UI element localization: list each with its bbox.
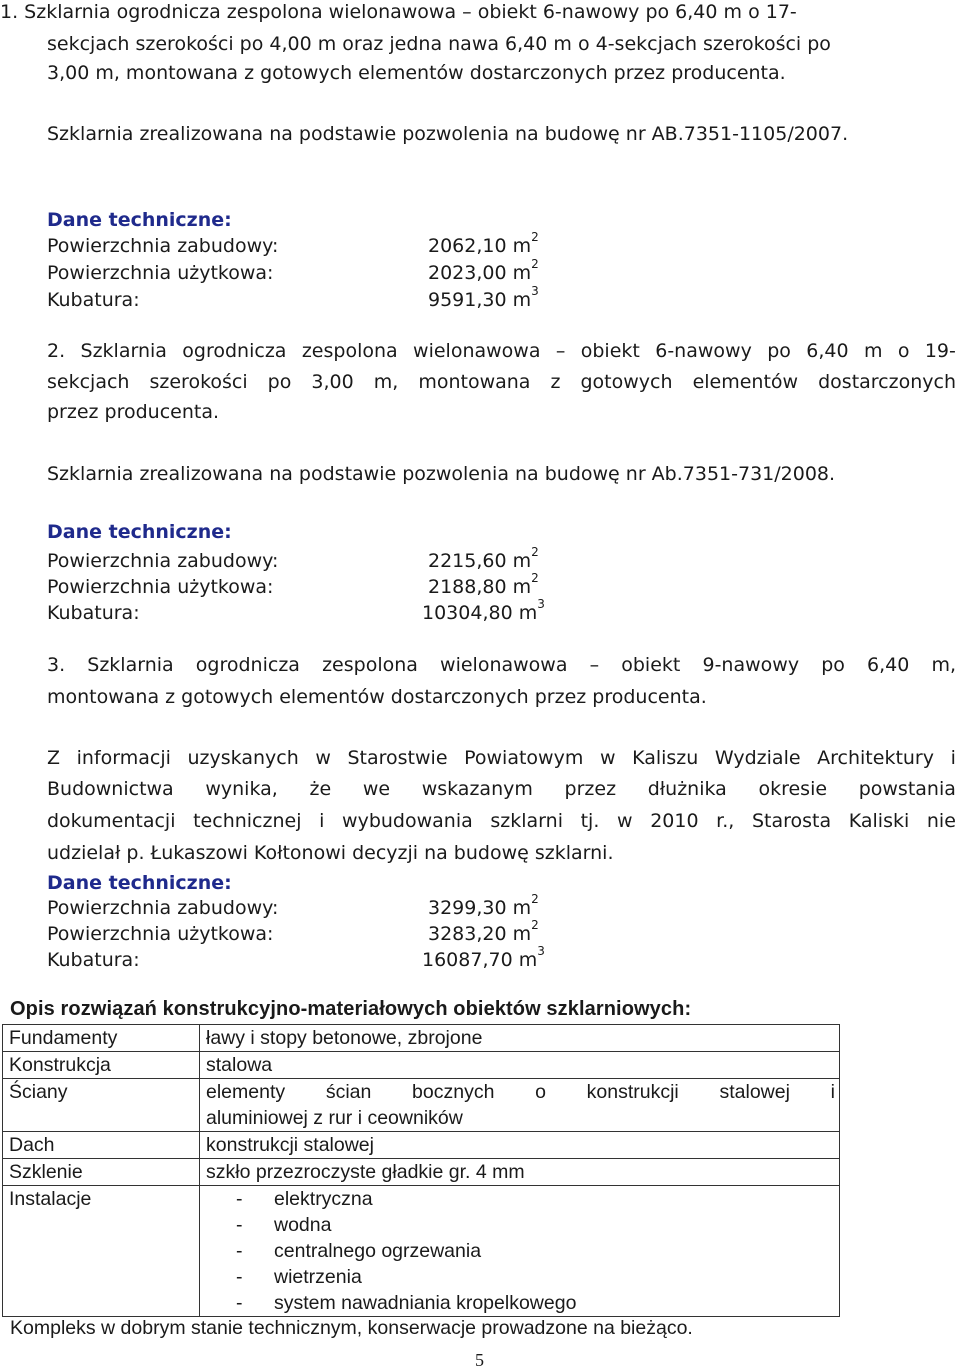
spec-sciany-desc-line-1: elementy ścian bocznych o konstrukcji stalowej i (206, 1081, 835, 1103)
spec-name-cell: Konstrukcja (3, 1052, 200, 1079)
spec-row-sciany (3, 1079, 840, 1132)
item-2-line-3: przez producenta. (47, 401, 220, 423)
spec-desc-cell: konstrukcji stalowej (200, 1132, 840, 1159)
spec-row-fundamenty (3, 1025, 840, 1052)
spec-row-instalacje (3, 1186, 840, 1317)
spec-sciany-desc-line-2: aluminiowej z rur i ceowników (206, 1107, 463, 1129)
item-1-label-zabudowy: Powierzchnia zabudowy: (47, 235, 279, 257)
item-3-value-uzytkowa: 3283,20 $m^2$ (428, 918, 539, 945)
item-1-tech-heading: Dane techniczne: (47, 209, 232, 231)
item-2-label-uzytkowa: Powierzchnia użytkowa: (47, 576, 274, 598)
item-2-label-zabudowy: Powierzchnia zabudowy: (47, 550, 279, 572)
item-2-label-kubatura: Kubatura: (47, 602, 140, 624)
list-item: - centralnego ogrzewania (236, 1240, 482, 1262)
spec-section-title: Opis rozwiązań konstrukcyjno-materiałowych obiektów szklarniowych: (10, 998, 692, 1020)
item-3-value-kubatura: 16087,70 $m^3$ (422, 944, 545, 971)
item-3-line-1: 3. Szklarnia ogrodnicza zespolona wielonawowa – obiekt 9-nawowy po 6,40 m, (47, 654, 956, 676)
item-2-value-zabudowy: 2215,60 $m^2$ (428, 545, 539, 572)
spec-desc-cell (200, 1079, 840, 1132)
spec-row-konstrukcja (3, 1052, 840, 1079)
spec-row-szklenie (3, 1159, 840, 1186)
item-1-value-zabudowy: 2062,10 $m^2$ (428, 230, 539, 257)
item-2-permit: Szklarnia zrealizowana na podstawie pozwolenia na budowę nr Ab.7351-731/2008. (47, 463, 836, 485)
spec-desc-cell: szkło przezroczyste gładkie gr. 4 mm (200, 1159, 840, 1186)
item-1-value-kubatura: 9591,30 $m^3$ (428, 284, 539, 311)
item-3-label-uzytkowa: Powierzchnia użytkowa: (47, 923, 274, 945)
item-1-value-uzytkowa: 2023,00 $m^2$ (428, 257, 539, 284)
item-1-permit: Szklarnia zrealizowana na podstawie pozwolenia na budowę nr AB.7351-1105/2007. (47, 123, 849, 145)
item-1-label-uzytkowa: Powierzchnia użytkowa: (47, 262, 274, 284)
item-3-line-2: montowana z gotowych elementów dostarczonych przez producenta. (47, 686, 707, 708)
item-3-info-line-1: Z informacji uzyskanych w Starostwie Powiatowym w Kaliszu Wydziale Architektury i (47, 747, 956, 769)
list-item: - wodna (236, 1214, 332, 1236)
item-2-tech-heading: Dane techniczne: (47, 521, 232, 543)
spec-row-dach (3, 1132, 840, 1159)
item-2-line-2: sekcjach szerokości po 3,00 m, montowana z gotowych elementów dostarczonych (47, 371, 956, 393)
spec-name-cell: Instalacje (3, 1186, 200, 1317)
item-3-info-line-3: dokumentacji technicznej i wybudowania szklarni tj. w 2010 r., Starosta Kaliski nie (47, 810, 956, 832)
spec-name-cell: Fundamenty (3, 1025, 200, 1052)
list-item: - wietrzenia (236, 1266, 362, 1288)
item-1-label-kubatura: Kubatura: (47, 289, 140, 311)
spec-desc-cell: stalowa (200, 1052, 840, 1079)
page-number: 5 (475, 1350, 484, 1370)
spec-name-cell: Szklenie (3, 1159, 200, 1186)
spec-name-cell: Ściany (3, 1079, 200, 1132)
spec-table (2, 1024, 840, 1317)
item-3-info-line-4: udzielał p. Łukaszowi Kołtonowi decyzji na budowę szklarni. (47, 842, 614, 864)
spec-desc-cell (200, 1186, 840, 1317)
list-item: - system nawadniania kropelkowego (236, 1292, 577, 1314)
spec-name-cell: Dach (3, 1132, 200, 1159)
footer-note: Kompleks w dobrym stanie technicznym, konserwacje prowadzone na bieżąco. (10, 1317, 693, 1339)
item-1-line-2: sekcjach szerokości po 4,00 m oraz jedna nawa 6,40 m o 4-sekcjach szerokości po (47, 33, 831, 55)
list-item: - elektryczna (236, 1188, 373, 1210)
item-3-label-kubatura: Kubatura: (47, 949, 140, 971)
item-3-value-zabudowy: 3299,30 $m^2$ (428, 892, 539, 919)
item-2-value-kubatura: 10304,80 $m^3$ (422, 597, 545, 624)
item-3-label-zabudowy: Powierzchnia zabudowy: (47, 897, 279, 919)
item-3-tech-heading: Dane techniczne: (47, 872, 232, 894)
spec-desc-cell: ławy i stopy betonowe, zbrojone (200, 1025, 840, 1052)
item-1-line-1: 1. Szklarnia ogrodnicza zespolona wielonawowa – obiekt 6-nawowy po 6,40 m o 17- (0, 1, 797, 23)
item-1-line-3: 3,00 m, montowana z gotowych elementów dostarczonych przez producenta. (47, 62, 786, 84)
item-3-info-line-2: Budownictwa wynika, że we wskazanym przez dłużnika okresie powstania (47, 778, 956, 800)
item-2-value-uzytkowa: 2188,80 $m^2$ (428, 571, 539, 598)
item-2-line-1: 2. Szklarnia ogrodnicza zespolona wielonawowa – obiekt 6-nawowy po 6,40 m o 19- (47, 340, 956, 362)
